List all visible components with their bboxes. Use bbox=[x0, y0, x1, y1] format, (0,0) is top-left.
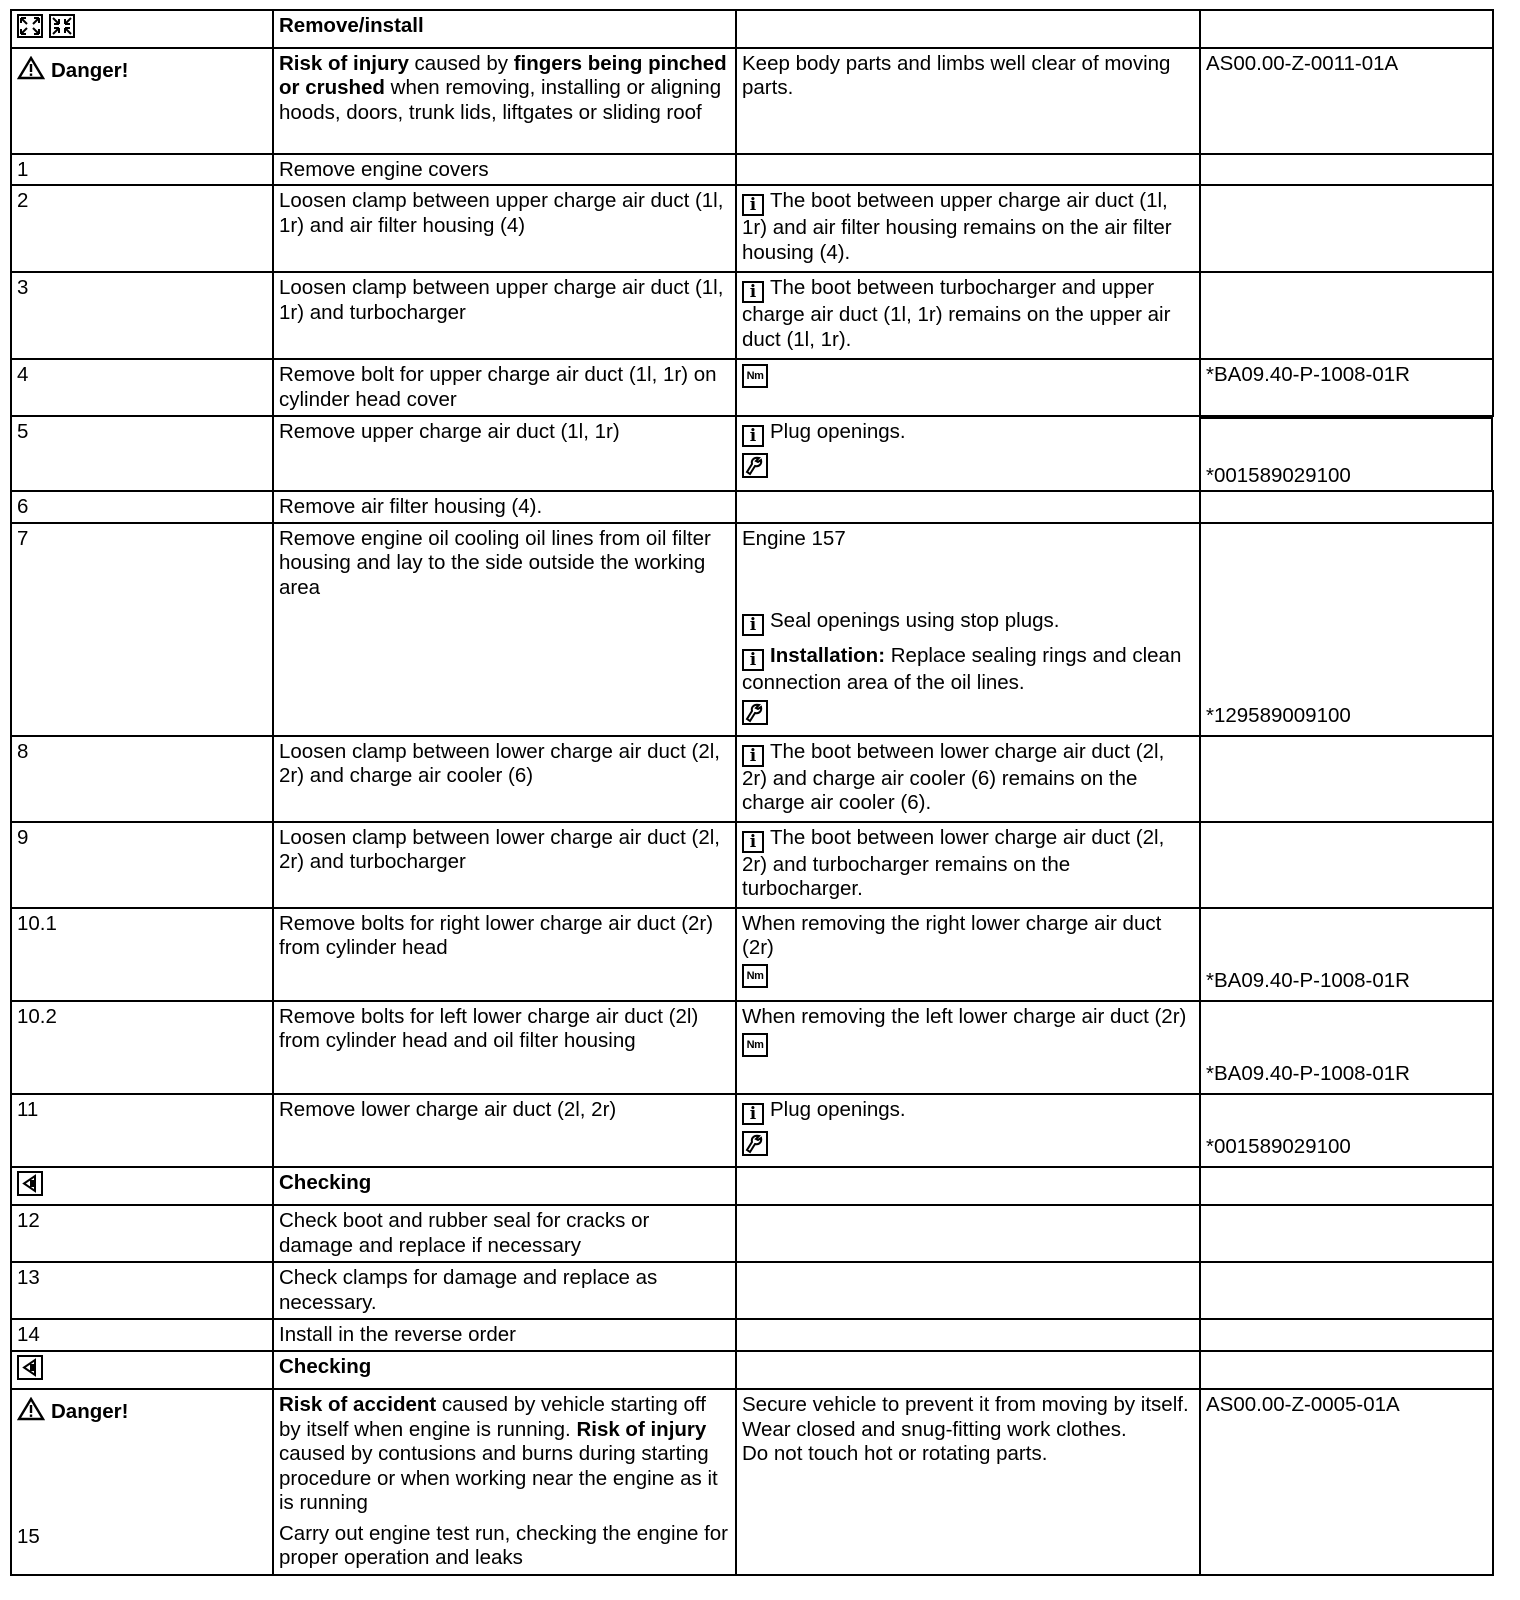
danger-label: Danger! bbox=[17, 56, 266, 87]
step-text: Remove bolt for upper charge air duct (1l, 1r) on cylinder head cover bbox=[273, 359, 736, 416]
step-number: 4 bbox=[11, 359, 273, 416]
table-row bbox=[11, 491, 1493, 523]
torque-ref-link[interactable]: *BA09.40-P-1008-01R bbox=[1200, 359, 1493, 416]
step-number: 2 bbox=[11, 185, 273, 272]
torque-nm-icon[interactable]: Nm bbox=[742, 364, 768, 388]
step-text: Remove engine oil cooling oil lines from oil filter housing and lay to the side outside the working area bbox=[273, 523, 736, 736]
step-text: Carry out engine test run, checking the engine for proper operation and leaks bbox=[279, 1521, 728, 1569]
tool-ref-link[interactable]: *001589029100 bbox=[1201, 417, 1493, 490]
torque-ref-link[interactable]: *BA09.40-P-1008-01R bbox=[1200, 1001, 1493, 1094]
special-tool-icon[interactable] bbox=[742, 1131, 768, 1163]
info-icon[interactable]: i bbox=[742, 745, 764, 767]
checking-icon[interactable] bbox=[17, 1171, 43, 1203]
step-number: 9 bbox=[11, 822, 273, 908]
danger-ref-link[interactable]: AS00.00-Z-0011-01A bbox=[1200, 48, 1493, 154]
step-text: Loosen clamp between lower charge air duct (2l, 2r) and turbocharger bbox=[273, 822, 736, 908]
step-text: Check clamps for damage and replace as necessary. bbox=[273, 1262, 736, 1319]
step-note: When removing the right lower charge air duct (2r) Nm bbox=[736, 908, 1200, 1001]
danger-note: Keep body parts and limbs well clear of moving parts. bbox=[736, 48, 1200, 154]
step-text: Remove upper charge air duct (1l, 1r) bbox=[273, 416, 736, 491]
step-number: 12 bbox=[11, 1205, 273, 1262]
step-number: 7 bbox=[11, 523, 273, 736]
danger-ref-link[interactable]: AS00.00-Z-0005-01A bbox=[1200, 1389, 1493, 1575]
collapse-icon[interactable] bbox=[49, 14, 75, 45]
step-number: 10.1 bbox=[11, 908, 273, 1001]
step-text: Remove engine covers bbox=[273, 154, 736, 186]
danger-description: Risk of accident caused by vehicle starting off by itself when engine is running. Risk of injury caused by contusions and burns during starting procedure or when working near the engine as it is running Carry out engine test run, checking the engine for proper operation and leaks bbox=[273, 1389, 736, 1575]
step-number: 15 bbox=[17, 1525, 40, 1548]
table-row bbox=[11, 154, 1493, 186]
step-number: 1 bbox=[11, 154, 273, 186]
expand-icon[interactable] bbox=[17, 14, 43, 45]
warning-triangle-icon bbox=[17, 56, 45, 87]
step-number: 11 bbox=[11, 1094, 273, 1167]
step-text: Remove lower charge air duct (2l, 2r) bbox=[273, 1094, 736, 1167]
info-icon[interactable]: i bbox=[742, 425, 764, 447]
table-row-danger bbox=[11, 48, 1493, 154]
torque-nm-icon[interactable]: Nm bbox=[742, 964, 768, 988]
checking-icon[interactable] bbox=[17, 1355, 43, 1387]
table-row bbox=[11, 416, 1493, 491]
step-text: Loosen clamp between upper charge air duct (1l, 1r) and air filter housing (4) bbox=[273, 185, 736, 272]
step-text: Loosen clamp between lower charge air duct (2l, 2r) and charge air cooler (6) bbox=[273, 736, 736, 822]
checking-title: Checking bbox=[273, 1167, 736, 1206]
info-icon[interactable]: i bbox=[742, 614, 764, 636]
table-row bbox=[11, 1262, 1493, 1319]
tool-ref-link[interactable]: *001589029100 bbox=[1200, 1094, 1493, 1167]
table-row bbox=[11, 1001, 1493, 1094]
special-tool-icon[interactable] bbox=[742, 700, 768, 732]
step-text: Check boot and rubber seal for cracks or damage and replace if necessary bbox=[273, 1205, 736, 1262]
danger-description: Risk of injury caused by fingers being pinched or crushed when removing, installing or aligning hoods, doors, trunk lids, liftgates or sliding roof bbox=[273, 48, 736, 154]
table-row-danger bbox=[11, 1389, 1493, 1575]
table-row bbox=[11, 185, 1493, 272]
step-number: 10.2 bbox=[11, 1001, 273, 1094]
step-number: 6 bbox=[11, 491, 273, 523]
table-row bbox=[11, 1319, 1493, 1351]
step-text: Remove bolts for left lower charge air duct (2l) from cylinder head and oil filter housing bbox=[273, 1001, 736, 1094]
info-icon[interactable]: i bbox=[742, 194, 764, 216]
danger-note: Secure vehicle to prevent it from moving by itself. Wear closed and snug-fitting work clothes. Do not touch hot or rotating parts. bbox=[736, 1389, 1200, 1575]
step-number: 5 bbox=[11, 416, 273, 491]
table-row bbox=[11, 822, 1493, 908]
info-icon[interactable]: i bbox=[742, 831, 764, 853]
step-text: Remove bolts for right lower charge air duct (2r) from cylinder head bbox=[273, 908, 736, 1001]
step-note: i The boot between upper charge air duct (1l, 1r) and air filter housing remains on the air filter housing (4). bbox=[736, 185, 1200, 272]
special-tool-icon[interactable] bbox=[742, 453, 768, 485]
warning-triangle-icon bbox=[17, 1397, 45, 1428]
step-note: Engine 157 i Seal openings using stop plugs. i Installation: Replace sealing rings and clean connection area of the oil lines. bbox=[736, 523, 1200, 736]
step-text: Install in the reverse order bbox=[273, 1319, 736, 1351]
step-text: Loosen clamp between upper charge air duct (1l, 1r) and turbocharger bbox=[273, 272, 736, 359]
table-row bbox=[11, 272, 1493, 359]
table-row bbox=[11, 736, 1493, 822]
step-note: i The boot between turbocharger and upper charge air duct (1l, 1r) remains on the upper air duct (1l, 1r). bbox=[736, 272, 1200, 359]
step-note: i Plug openings. bbox=[736, 416, 1200, 491]
step-number: 13 bbox=[11, 1262, 273, 1319]
section-title: Remove/install bbox=[273, 10, 736, 48]
table-row bbox=[11, 1094, 1493, 1167]
torque-ref-link[interactable]: *BA09.40-P-1008-01R bbox=[1200, 908, 1493, 1001]
step-note: i The boot between lower charge air duct (2l, 2r) and charge air cooler (6) remains on the charge air cooler (6). bbox=[736, 736, 1200, 822]
table-row bbox=[11, 908, 1493, 1001]
procedure-table bbox=[10, 9, 1494, 1576]
step-note: i The boot between lower charge air duct (2l, 2r) and turbocharger remains on the turbocharger. bbox=[736, 822, 1200, 908]
table-row bbox=[11, 359, 1493, 416]
table-row bbox=[11, 1205, 1493, 1262]
header-icons-cell bbox=[11, 10, 273, 48]
danger-label: Danger! bbox=[17, 1397, 266, 1428]
checking-title: Checking bbox=[273, 1351, 736, 1390]
torque-nm-icon[interactable]: Nm bbox=[742, 1033, 768, 1057]
table-row-header bbox=[11, 10, 1493, 48]
info-icon[interactable]: i bbox=[742, 649, 764, 671]
step-number: 8 bbox=[11, 736, 273, 822]
tool-ref-link[interactable]: *129589009100 bbox=[1200, 523, 1493, 736]
step-number: 3 bbox=[11, 272, 273, 359]
step-text: Remove air filter housing (4). bbox=[273, 491, 736, 523]
table-row-checking bbox=[11, 1167, 1493, 1206]
table-row bbox=[11, 523, 1493, 736]
table-row-checking bbox=[11, 1351, 1493, 1390]
info-icon[interactable]: i bbox=[742, 281, 764, 303]
step-number: 14 bbox=[11, 1319, 273, 1351]
step-note: i Plug openings. bbox=[736, 1094, 1200, 1167]
step-note: When removing the left lower charge air duct (2r) Nm bbox=[736, 1001, 1200, 1094]
info-icon[interactable]: i bbox=[742, 1103, 764, 1125]
